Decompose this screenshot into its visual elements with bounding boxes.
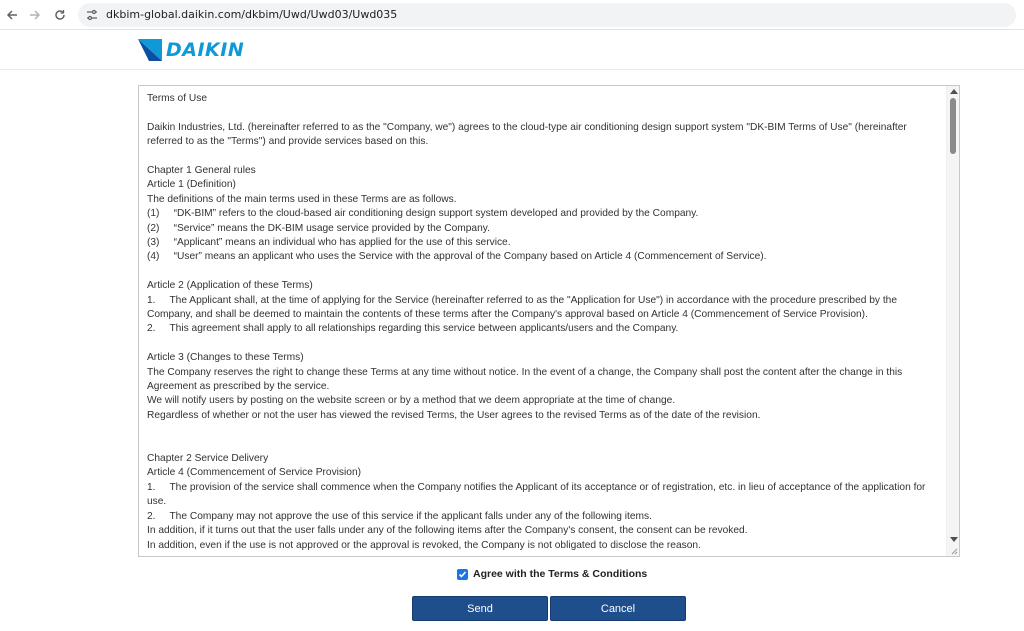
terms-paragraph: The definitions of the main terms used in these Terms are as follows.: [147, 193, 457, 205]
terms-paragraph: (1) “DK-BIM” refers to the cloud-based air conditioning design support system developed and provided by the Company.: [147, 208, 699, 220]
paragraph-spacer: [147, 337, 935, 351]
scroll-down-arrow-icon[interactable]: [950, 537, 958, 542]
terms-paragraph: 2. The Company may not approve the use of this service if the applicant falls under any of the following items.: [147, 510, 652, 522]
agree-label: Agree with the Terms & Conditions: [473, 568, 648, 580]
address-bar[interactable]: [78, 3, 1016, 27]
terms-paragraph: 1. The provision of the service shall commence when the Company notifies the Applicant of its acceptance or of registration, etc. in lieu of acceptance of the application for use.: [147, 481, 929, 508]
terms-content: [139, 86, 947, 556]
url-text: dkbim-global.daikin.com/dkbim/Uwd/Uwd03/Uwd035: [106, 8, 398, 21]
paragraph-spacer: [147, 150, 935, 164]
paragraph-spacer: [147, 106, 935, 120]
site-header: [0, 30, 1024, 70]
terms-textarea[interactable]: [138, 85, 960, 557]
terms-paragraph: 1. The Applicant shall, at the time of applying for the Service (hereinafter referred to as the "Application for Use") in accordance with the procedure prescribed by the Company, and shall be deemed to maintain the contents of these terms after the Company's approval based on Article 4 (Commencement of Service Provision).: [147, 294, 900, 321]
terms-paragraph: Chapter 1 General rules: [147, 165, 256, 176]
resize-grip-icon[interactable]: [950, 547, 958, 555]
terms-paragraph: Article 4 (Commencement of Service Provision): [147, 467, 362, 479]
back-button[interactable]: [2, 5, 22, 25]
scroll-thumb[interactable]: [950, 98, 956, 154]
browser-toolbar: [0, 0, 1024, 30]
logo-text: DAIKIN: [166, 39, 245, 61]
terms-paragraph: Terms of Use: [147, 93, 208, 104]
back-arrow-icon: [6, 9, 18, 21]
terms-paragraph: (4) “User” means an applicant who uses the Service with the approval of the Company based on Article 4 (Commencement of Service).: [147, 251, 767, 263]
terms-paragraph: Regardless of whether or not the user has viewed the revised Terms, the User agrees to the revised Terms as of the date of the revision.: [147, 409, 761, 421]
send-button[interactable]: Send: [412, 596, 548, 621]
terms-paragraph: Article 2 (Application of these Terms): [147, 280, 313, 292]
reload-button[interactable]: [50, 5, 70, 25]
paragraph-spacer: [147, 265, 935, 279]
forward-arrow-icon: [29, 9, 41, 21]
scroll-up-arrow-icon[interactable]: [950, 89, 958, 94]
terms-paragraph: 2. This agreement shall apply to all relationships regarding this service between applicants/users and the Company.: [147, 323, 679, 335]
reload-icon: [54, 9, 66, 21]
agree-checkbox[interactable]: [457, 569, 468, 580]
terms-paragraph: Article 3 (Changes to these Terms): [147, 352, 304, 364]
terms-paragraph: Chapter 2 Service Delivery: [147, 453, 269, 465]
terms-paragraph: The Company reserves the right to change these Terms at any time without notice. In the event of a change, the Company shall post the content after the change in this Agreement as prescribed by the service.: [147, 366, 905, 393]
terms-paragraph: In addition, if it turns out that the user falls under any of the following items after the Company's consent, the consent can be revoked.: [147, 525, 748, 537]
forward-button[interactable]: [25, 5, 45, 25]
paragraph-spacer: [147, 423, 935, 437]
agree-terms[interactable]: [457, 568, 647, 580]
terms-paragraph: We will notify users by posting on the website screen or by a method that we deem appropriate at the time of change.: [147, 395, 676, 407]
terms-scrollbar[interactable]: [946, 86, 959, 556]
terms-paragraph: (3) “Applicant” means an individual who has applied for the use of this service.: [147, 237, 511, 249]
terms-paragraph: In addition, even if the use is not approved or the approval is revoked, the Company is not obligated to disclose the reason.: [147, 539, 701, 551]
terms-paragraph: Article 1 (Definition): [147, 179, 236, 191]
paragraph-spacer: [147, 438, 935, 452]
cancel-button[interactable]: Cancel: [550, 596, 686, 621]
site-settings-icon[interactable]: [86, 9, 98, 21]
daikin-triangle-icon: [138, 39, 162, 61]
terms-paragraph: (2) “Service” means the DK-BIM usage service provided by the Company.: [147, 222, 490, 234]
terms-paragraph: Daikin Industries, Ltd. (hereinafter referred to as the "Company, we") agrees to the cloud-type air conditioning design support system "DK-BIM Terms of Use" (hereinafter referred to as the "Terms") and provide services based on this.: [147, 121, 910, 148]
daikin-logo[interactable]: [138, 38, 244, 62]
checkmark-icon: [458, 570, 467, 579]
